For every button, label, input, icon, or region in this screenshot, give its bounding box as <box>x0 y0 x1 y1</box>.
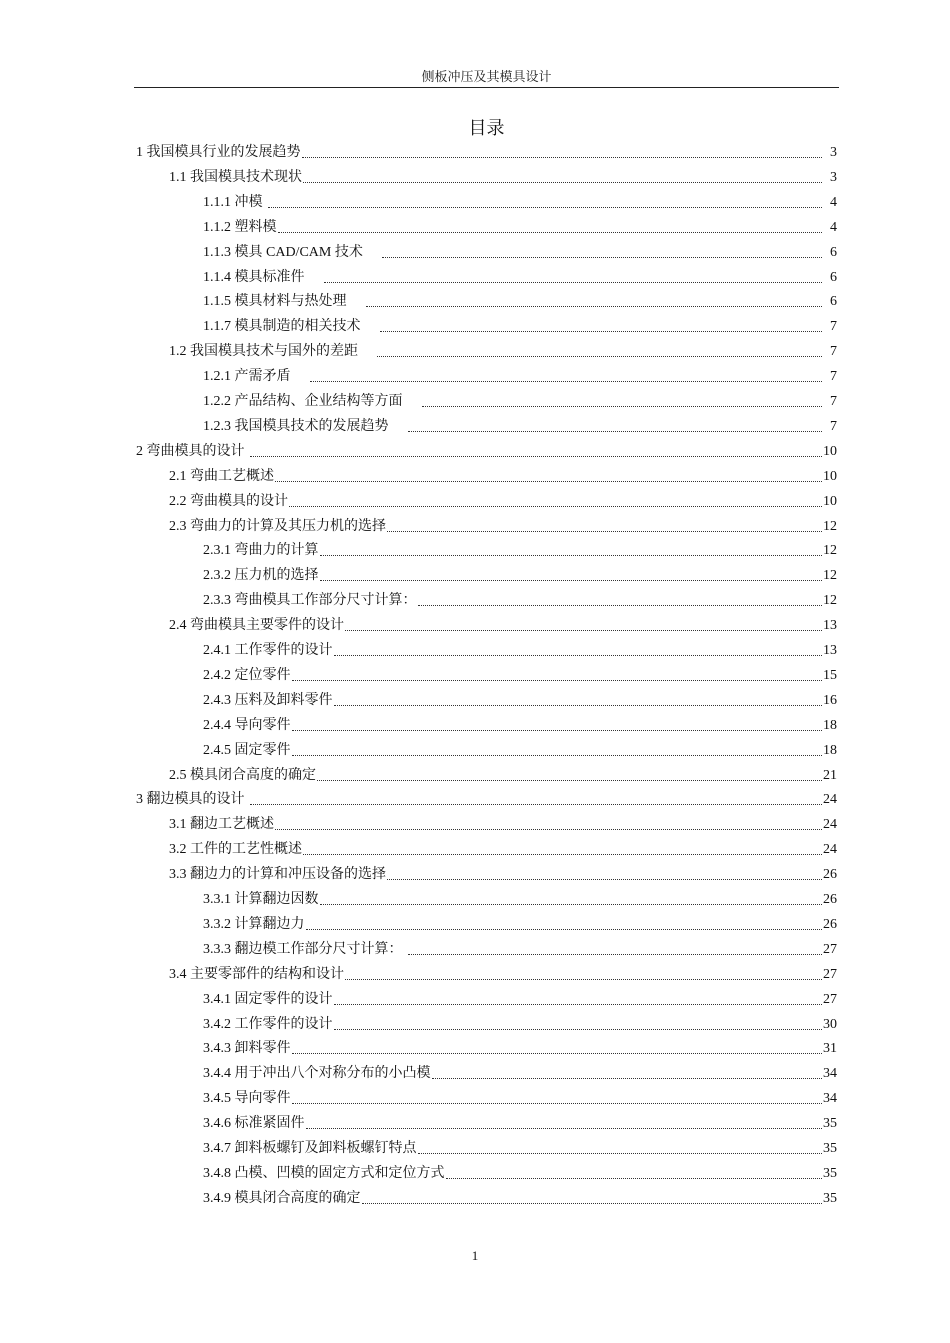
toc-entry-page: 7 <box>830 344 837 360</box>
toc-entry[interactable] <box>169 491 837 511</box>
toc-entry[interactable] <box>203 939 837 959</box>
toc-entry-page: 12 <box>823 593 837 609</box>
toc-entry[interactable] <box>203 217 837 237</box>
toc-leader-dots <box>345 979 822 980</box>
toc-entry-title: 1.1.4 模具标准件 <box>203 269 305 285</box>
toc-entry[interactable] <box>203 1014 837 1034</box>
toc-entry-page: 18 <box>823 742 837 758</box>
toc-entry-title: 1.1.3 模具 CAD/CAM 技术 <box>203 244 363 260</box>
toc-leader-dots <box>275 481 822 482</box>
toc-leader-dots <box>292 755 823 756</box>
toc-leader-dots <box>334 1029 823 1030</box>
toc-entry-title: 3.3 翻边力的计算和冲压设备的选择 <box>169 867 386 883</box>
toc-leader-dots <box>334 655 823 656</box>
toc-leader-dots <box>278 232 823 233</box>
toc-entry-page: 35 <box>823 1116 837 1132</box>
toc-entry-title: 3.1 翻边工艺概述 <box>169 817 274 833</box>
toc-leader-dots <box>334 705 823 706</box>
toc-leader-dots <box>292 1103 823 1104</box>
toc-entry[interactable] <box>203 391 837 411</box>
toc-leader-dots <box>250 456 823 457</box>
toc-entry-title: 3.4.1 固定零件的设计 <box>203 991 333 1007</box>
toc-entry[interactable] <box>203 640 837 660</box>
toc-entry-page: 34 <box>823 1066 837 1082</box>
toc-entry[interactable] <box>203 889 837 909</box>
toc-entry-title: 3.4.5 导向零件 <box>203 1091 291 1107</box>
toc-entry-page: 7 <box>830 319 837 335</box>
toc-entry-page: 4 <box>830 219 837 235</box>
toc-entry[interactable] <box>203 1138 837 1158</box>
toc-entry-page: 26 <box>823 892 837 907</box>
toc-leader-dots <box>387 531 822 532</box>
toc-entry-title: 2.5 模具闭合高度的确定 <box>169 767 316 783</box>
toc-entry-page: 10 <box>823 493 837 509</box>
toc-entry-title: 1.1 我国模具技术现状 <box>169 169 302 185</box>
toc-leader-dots <box>268 207 823 208</box>
toc-entry-page: 15 <box>823 667 837 683</box>
toc-entry[interactable] <box>169 765 837 785</box>
toc-entry-title: 1.2.1 产需矛盾 <box>203 369 291 385</box>
toc-leader-dots <box>317 780 822 781</box>
toc-title: 目录 <box>468 118 505 138</box>
toc-leader-dots <box>380 331 823 332</box>
toc-leader-dots <box>366 306 823 307</box>
toc-entry-page: 10 <box>823 443 837 459</box>
toc-entry-title: 3.4.9 模具闭合高度的确定 <box>203 1190 361 1206</box>
toc-entry-title: 1.1.2 塑料模 <box>203 219 277 235</box>
toc-leader-dots <box>292 680 823 681</box>
toc-entry-title: 2.4.5 固定零件 <box>203 742 291 758</box>
toc-entry-title: 3.3.3 翻边模工作部分尺寸计算： <box>203 941 403 957</box>
toc-entry-page: 24 <box>823 817 837 833</box>
toc-leader-dots <box>250 804 823 805</box>
toc-entry-title: 1.2 我国模具技术与国外的差距 <box>169 344 358 360</box>
toc-entry-page: 3 <box>830 145 837 160</box>
toc-entry-title: 2.4 弯曲模具主要零件的设计 <box>169 618 344 634</box>
toc-entry-page: 27 <box>823 991 837 1007</box>
toc-entry-title: 2.4.1 工作零件的设计 <box>203 643 333 658</box>
toc-entry-page: 7 <box>830 394 837 409</box>
toc-entry-title: 3.4.3 卸料零件 <box>203 1041 291 1057</box>
page-number: 1 <box>471 1248 479 1263</box>
toc-entry-title: 3.3.2 计算翻边力 <box>203 916 305 932</box>
toc-leader-dots <box>362 1203 823 1204</box>
toc-entry[interactable] <box>169 516 837 536</box>
toc-leader-dots <box>306 1128 823 1129</box>
toc-leader-dots <box>320 555 823 556</box>
toc-entry-page: 7 <box>830 418 837 434</box>
toc-entry[interactable] <box>136 142 837 162</box>
toc-entry[interactable] <box>169 615 837 635</box>
toc-entry-page: 3 <box>830 169 837 185</box>
toc-entry[interactable] <box>203 1113 837 1133</box>
toc-entry-title: 2.2 弯曲模具的设计 <box>169 493 288 509</box>
toc-entry-title: 3.4.8 凸模、凹模的固定方式和定位方式 <box>203 1165 445 1181</box>
toc-leader-dots <box>310 381 823 382</box>
toc-entry-title: 1.1.7 模具制造的相关技术 <box>203 319 361 335</box>
toc-leader-dots <box>275 829 822 830</box>
toc-leader-dots <box>289 506 822 507</box>
toc-entry[interactable] <box>203 192 837 212</box>
toc-entry-page: 27 <box>823 966 837 982</box>
toc-entry-title: 3.4.2 工作零件的设计 <box>203 1016 333 1032</box>
toc-entry-title: 3.4 主要零部件的结构和设计 <box>169 966 344 982</box>
toc-entry[interactable] <box>169 341 837 361</box>
toc-entry-title: 2.1 弯曲工艺概述 <box>169 468 274 484</box>
toc-entry-title: 2.3 弯曲力的计算及其压力机的选择 <box>169 518 386 534</box>
toc-entry-page: 4 <box>830 194 837 210</box>
toc-entry-title: 2.3.1 弯曲力的计算 <box>203 543 319 559</box>
toc-entry[interactable] <box>203 291 837 311</box>
toc-entry-title: 3.4.7 卸料板螺钉及卸料板螺钉特点 <box>203 1141 417 1156</box>
toc-entry-title: 1.1.5 模具材料与热处理 <box>203 294 347 310</box>
toc-entry[interactable] <box>203 316 837 336</box>
toc-entry[interactable] <box>136 789 837 809</box>
toc-entry-title: 3.4.6 标准紧固件 <box>203 1116 305 1132</box>
toc-leader-dots <box>306 929 823 930</box>
toc-entry[interactable] <box>203 914 837 934</box>
toc-entry[interactable] <box>169 964 837 984</box>
toc-leader-dots <box>324 282 823 283</box>
toc-entry[interactable] <box>203 540 837 560</box>
toc-entry[interactable] <box>203 1088 837 1108</box>
toc-entry[interactable] <box>203 665 837 685</box>
toc-entry-page: 13 <box>823 618 837 634</box>
toc-entry-page: 34 <box>823 1091 837 1107</box>
toc-entry-title: 1.2.2 产品结构、企业结构等方面 <box>203 394 403 409</box>
toc-entry[interactable] <box>203 1163 837 1183</box>
toc-entry-page: 6 <box>830 294 837 310</box>
toc-entry-page: 13 <box>823 643 837 658</box>
toc-entry-page: 24 <box>823 842 837 858</box>
toc-entry[interactable] <box>203 242 837 262</box>
toc-leader-dots <box>408 431 823 432</box>
toc-leader-dots <box>292 1053 823 1054</box>
toc-leader-dots <box>320 580 823 581</box>
toc-leader-dots <box>377 356 822 357</box>
toc-entry-title: 3.2 工件的工艺性概述 <box>169 842 302 858</box>
toc-entry[interactable] <box>203 690 837 710</box>
toc-entry-title: 1.2.3 我国模具技术的发展趋势 <box>203 418 389 434</box>
toc-leader-dots <box>303 182 822 183</box>
toc-leader-dots <box>303 854 822 855</box>
toc-entry-title: 2.4.4 导向零件 <box>203 717 291 733</box>
header-rule <box>134 87 839 88</box>
toc-leader-dots <box>334 1004 823 1005</box>
toc-entry-title: 2.4.3 压料及卸料零件 <box>203 692 333 708</box>
toc-entry[interactable] <box>203 366 837 386</box>
toc-entry-page: 6 <box>830 244 837 260</box>
toc-entry-title: 2.3.3 弯曲模具工作部分尺寸计算： <box>203 593 417 609</box>
toc-entry-title: 1.1.1 冲模 <box>203 194 263 210</box>
toc-entry[interactable] <box>169 814 837 834</box>
toc-entry-title: 2.3.2 压力机的选择 <box>203 568 319 584</box>
toc-entry-title: 2.4.2 定位零件 <box>203 667 291 683</box>
toc-entry[interactable] <box>169 167 837 187</box>
toc-leader-dots <box>432 1078 823 1079</box>
toc-entry-page: 35 <box>823 1165 837 1181</box>
toc-entry-page: 21 <box>823 767 837 783</box>
toc-entry-page: 26 <box>823 916 837 932</box>
toc-leader-dots <box>418 605 823 606</box>
toc-entry-page: 16 <box>823 692 837 708</box>
toc-entry[interactable] <box>203 1188 837 1208</box>
toc-entry[interactable] <box>203 416 837 436</box>
toc-leader-dots <box>422 406 823 407</box>
toc-leader-dots <box>345 630 822 631</box>
toc-leader-dots <box>302 157 823 158</box>
toc-entry[interactable] <box>136 441 837 461</box>
toc-leader-dots <box>292 730 823 731</box>
toc-entry-page: 6 <box>830 269 837 285</box>
running-header: 侧板冲压及其模具设计 <box>421 69 552 84</box>
toc-entry-page: 26 <box>823 867 837 883</box>
toc-entry-page: 27 <box>823 941 837 957</box>
toc-entry-page: 35 <box>823 1190 837 1206</box>
toc-leader-dots <box>446 1178 823 1179</box>
toc-entry-title: 3.3.1 计算翻边因数 <box>203 892 319 907</box>
toc-entry-page: 35 <box>823 1141 837 1156</box>
toc-entry[interactable] <box>203 1063 837 1083</box>
toc-entry[interactable] <box>169 839 837 859</box>
toc-entry-page: 30 <box>823 1016 837 1032</box>
toc-entry[interactable] <box>169 466 837 486</box>
toc-entry[interactable] <box>169 864 837 884</box>
toc-leader-dots <box>387 879 822 880</box>
toc-entry-title: 1 我国模具行业的发展趋势 <box>136 145 301 160</box>
toc-entry-page: 12 <box>823 568 837 584</box>
toc-leader-dots <box>382 257 822 258</box>
toc-entry-page: 12 <box>823 543 837 559</box>
toc-entry-title: 2 弯曲模具的设计 <box>136 443 245 459</box>
toc-entry-page: 24 <box>823 792 837 808</box>
toc-leader-dots <box>418 1153 823 1154</box>
toc-entry-page: 31 <box>823 1041 837 1057</box>
toc-entry-page: 10 <box>823 468 837 484</box>
toc-entry-title: 3 翻边模具的设计 <box>136 792 245 808</box>
toc-entry[interactable] <box>203 989 837 1009</box>
toc-leader-dots <box>408 954 823 955</box>
toc-entry-title: 3.4.4 用于冲出八个对称分布的小凸模 <box>203 1066 431 1082</box>
toc-entry[interactable] <box>203 1038 837 1058</box>
toc-entry-page: 18 <box>823 717 837 733</box>
toc-leader-dots <box>320 904 823 905</box>
toc-entry[interactable] <box>203 715 837 735</box>
toc-entry[interactable] <box>203 590 837 610</box>
toc-entry[interactable] <box>203 740 837 760</box>
toc-entry[interactable] <box>203 267 837 287</box>
toc-entry-page: 12 <box>823 518 837 534</box>
toc-entry-page: 7 <box>830 369 837 385</box>
toc-entry[interactable] <box>203 565 837 585</box>
